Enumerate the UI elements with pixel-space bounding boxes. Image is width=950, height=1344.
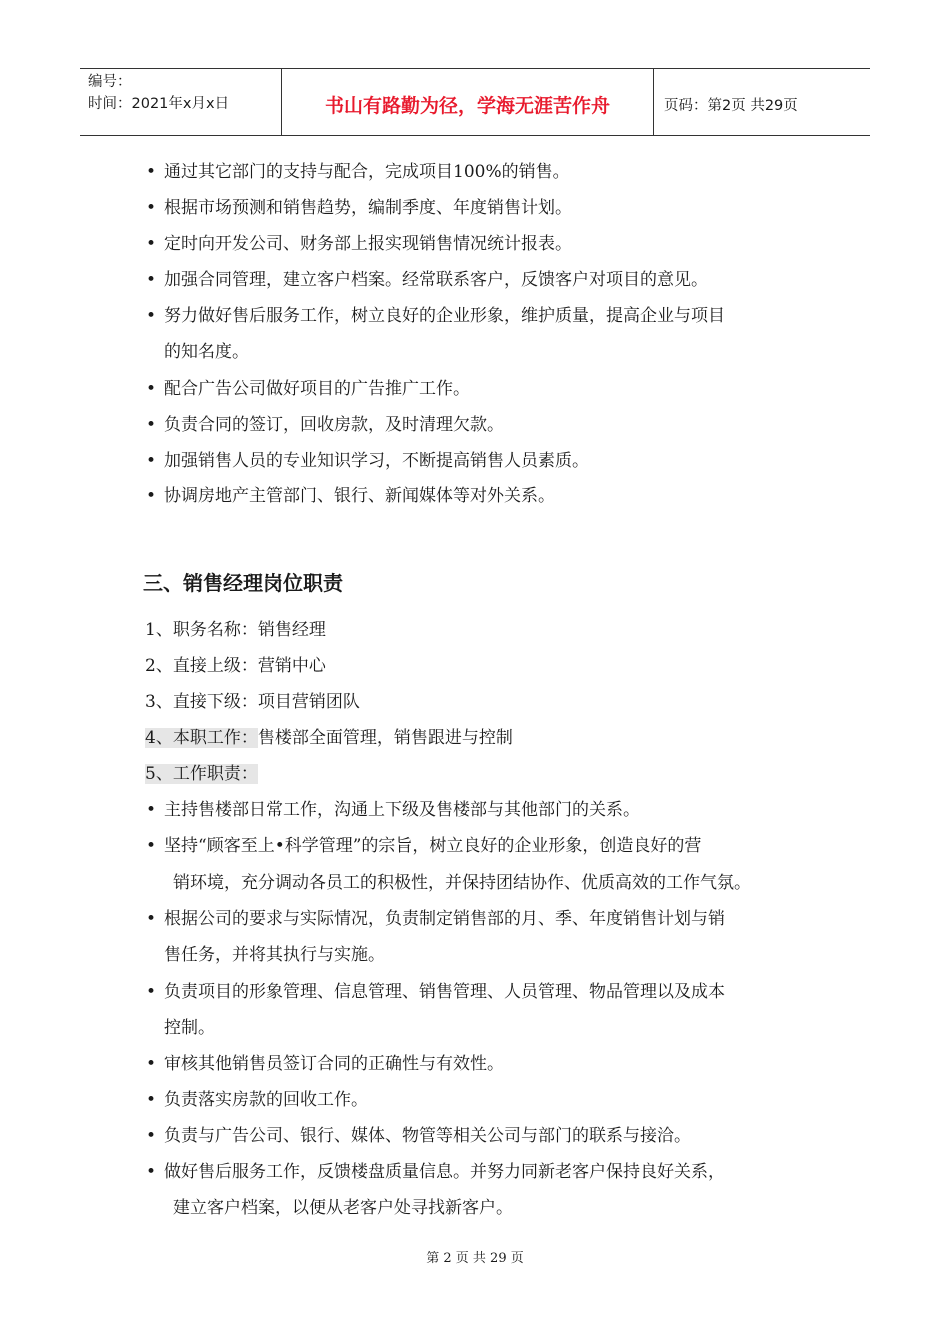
number-label: 编号：: [88, 74, 132, 90]
item-duties-label: 5、工作职责：: [145, 764, 258, 784]
bullet-icon: •: [146, 379, 157, 399]
item-job-title: 1、职务名称：销售经理: [145, 620, 326, 640]
list-item: 加强销售人员的专业知识学习，不断提高销售人员素质。: [164, 451, 589, 471]
list-item: 主持售楼部日常工作，沟通上下级及售楼部与其他部门的关系。: [164, 800, 640, 820]
bullet-icon: •: [146, 198, 157, 218]
bullet-icon: •: [146, 234, 157, 254]
bullet-icon: •: [146, 1090, 157, 1110]
bullet-icon: •: [146, 486, 157, 506]
list-item: 负责合同的签订，回收房款，及时清理欠款。: [164, 415, 504, 435]
bullet-icon: •: [146, 162, 157, 182]
list-item: 负责项目的形象管理、信息管理、销售管理、人员管理、物品管理以及成本: [164, 982, 725, 1002]
list-item: 根据市场预测和销售趋势，编制季度、年度销售计划。: [164, 198, 572, 218]
bullet-icon: •: [146, 836, 157, 856]
list-item-continuation: 售任务，并将其执行与实施。: [164, 945, 385, 965]
bullet-icon: •: [146, 1054, 157, 1074]
list-item-continuation: 的知名度。: [164, 342, 249, 362]
item-duties: [145, 763, 258, 785]
list-item: 审核其他销售员签订合同的正确性与有效性。: [164, 1054, 504, 1074]
bullet-icon: •: [146, 415, 157, 435]
list-item: 坚持“顾客至上•科学管理”的宗旨，树立良好的企业形象，创造良好的营: [164, 836, 702, 856]
list-item: 通过其它部门的支持与配合，完成项目100%的销售。: [164, 162, 570, 182]
time-label: 时间：2021年x月x日: [88, 96, 230, 112]
item-subordinate: 3、直接下级：项目营销团队: [145, 692, 360, 712]
list-item: 根据公司的要求与实际情况，负责制定销售部的月、季、年度销售计划与销: [164, 909, 725, 929]
bullet-icon: •: [146, 270, 157, 290]
list-item: 努力做好售后服务工作，树立良好的企业形象，维护质量，提高企业与项目: [164, 306, 725, 326]
list-item: 配合广告公司做好项目的广告推广工作。: [164, 379, 470, 399]
list-item-continuation: 销环境，充分调动各员工的积极性，并保持团结协作、优质高效的工作气氛。: [173, 873, 751, 893]
list-item: 加强合同管理，建立客户档案。经常联系客户，反馈客户对项目的意见。: [164, 270, 708, 290]
item-main-work-text: 售楼部全面管理，销售跟进与控制: [257, 728, 513, 748]
page-header: [80, 68, 870, 136]
header-page-info: 页码：第2页 共29页: [664, 97, 798, 114]
header-motto: 书山有路勤为径，学海无涯苦作舟: [282, 69, 654, 135]
bullet-icon: •: [146, 306, 157, 326]
header-meta: [80, 69, 282, 135]
list-item: 负责落实房款的回收工作。: [164, 1090, 368, 1110]
list-item: 负责与广告公司、银行、媒体、物管等相关公司与部门的联系与接洽。: [164, 1126, 691, 1146]
section-title: 三、销售经理岗位职责: [143, 571, 343, 595]
list-item-continuation: 建立客户档案，以便从老客户处寻找新客户。: [173, 1198, 513, 1218]
bullet-icon: •: [146, 1126, 157, 1146]
list-item-continuation: 控制。: [164, 1018, 215, 1038]
list-item: 定时向开发公司、财务部上报实现销售情况统计报表。: [164, 234, 572, 254]
list-item: 做好售后服务工作，反馈楼盘质量信息。并努力同新老客户保持良好关系，: [164, 1162, 725, 1182]
list-item: 协调房地产主管部门、银行、新闻媒体等对外关系。: [164, 486, 555, 506]
bullet-icon: •: [146, 909, 157, 929]
bullet-icon: •: [146, 451, 157, 471]
item-main-work: [145, 727, 513, 749]
item-superior: 2、直接上级：营销中心: [145, 656, 326, 676]
bullet-icon: •: [146, 1162, 157, 1182]
bullet-icon: •: [146, 982, 157, 1002]
page-footer: 第 2 页 共 29 页: [426, 1251, 524, 1266]
bullet-icon: •: [146, 800, 157, 820]
item-main-work-label: 4、本职工作：: [145, 728, 258, 748]
